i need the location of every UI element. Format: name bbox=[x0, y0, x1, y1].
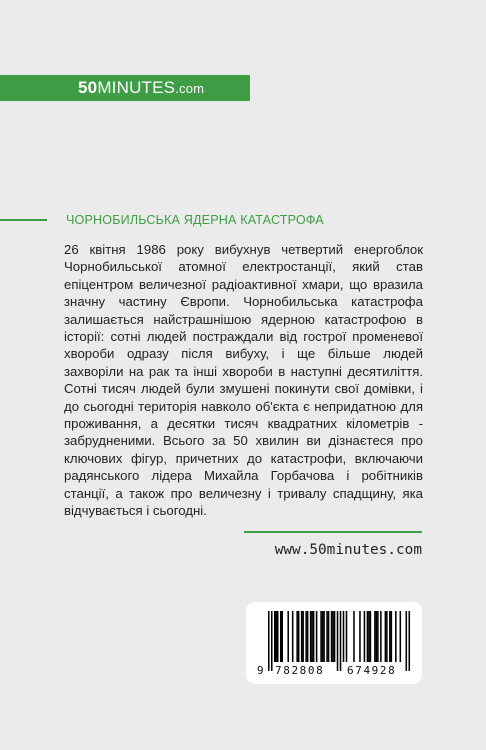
book-title: ЧОРНОБИЛЬСЬКА ЯДЕРНА КАТАСТРОФА bbox=[66, 213, 324, 227]
barcode-bar bbox=[385, 611, 387, 662]
barcode-bar bbox=[334, 611, 336, 662]
barcode-bar bbox=[302, 611, 304, 662]
barcode-guard-bar bbox=[409, 611, 411, 671]
site-url: www.50minutes.com bbox=[274, 542, 422, 558]
brand-word: MINUTES bbox=[97, 78, 176, 97]
barcode-bar bbox=[364, 611, 366, 662]
barcode-bar bbox=[298, 611, 300, 662]
title-accent-rule bbox=[0, 219, 47, 221]
barcode-bar bbox=[305, 611, 307, 662]
barcode-bar bbox=[374, 611, 376, 662]
barcode-panel bbox=[246, 602, 422, 684]
barcode-bar bbox=[376, 611, 378, 662]
barcode-bar bbox=[277, 611, 279, 662]
barcode-bar bbox=[380, 611, 382, 662]
barcode-bar bbox=[326, 611, 328, 662]
barcode-bar bbox=[307, 611, 309, 662]
barcode-bar bbox=[274, 611, 276, 662]
book-blurb: 26 квітня 1986 року вибухнув четвертий енергоблок Чорнобильської атомної електростанції, який став епіцентром величезної радіоактивної хмари, що вразила значну частину Європи. Чорнобильська катастрофа залишається найстрашнішою ядерною катастрофою в історії: сотні людей постраждали від гострої променевої хвороби одразу після вибуху, і ще більше людей захворіли на рак та інші хвороби в наступні десятиліття. Сотні тисяч людей були змушені покинути свої домівки, і до сьогодні територія навколо об'єкта є непридатною для проживання, а десятки тисяч квадратних кілометрів - забрудненими. Всього за 50 хвилин ви дізнаєтеся про ключових фігур, причетних до катастрофи, включаючи радянського лідера Михайла Горбачова і робітників станції, а також про величезну і тривалу спадщину, яка відчувається і сьогодні. bbox=[64, 242, 423, 519]
barcode-bar bbox=[320, 611, 322, 662]
barcode-lead-digit: 9 bbox=[257, 664, 264, 677]
barcode-bar bbox=[386, 611, 388, 662]
barcode-guard-bar bbox=[271, 611, 273, 671]
barcode-bar bbox=[287, 611, 289, 662]
barcode-right-group: 674928 bbox=[347, 664, 397, 677]
barcode-bar bbox=[368, 611, 370, 662]
barcode-bar bbox=[311, 611, 313, 662]
barcode-bar bbox=[328, 611, 330, 662]
barcode-guard-bar bbox=[268, 611, 270, 671]
barcode-left-group: 782808 bbox=[275, 664, 325, 677]
barcode-bar bbox=[281, 611, 283, 662]
brand-number: 50 bbox=[78, 78, 98, 97]
barcode-bar bbox=[316, 611, 318, 662]
barcode-bar bbox=[389, 611, 391, 662]
barcode-guard-bar bbox=[340, 611, 342, 671]
barcode-bar bbox=[353, 611, 355, 662]
barcode-bar bbox=[323, 611, 325, 662]
barcode-bar bbox=[313, 611, 315, 662]
barcode-bar bbox=[296, 611, 298, 662]
barcode-bar bbox=[332, 611, 334, 662]
barcode-bar bbox=[322, 611, 324, 662]
barcode-bar bbox=[359, 611, 361, 662]
barcode-bar bbox=[391, 611, 393, 662]
barcode-bar bbox=[292, 611, 294, 662]
barcode-bar bbox=[331, 611, 333, 662]
barcode-guard-bar bbox=[406, 611, 408, 671]
barcode-bar bbox=[275, 611, 277, 662]
barcode-bar bbox=[280, 611, 282, 662]
barcode-bar bbox=[310, 611, 312, 662]
barcode-digits bbox=[257, 664, 417, 678]
brand-logo bbox=[78, 77, 204, 100]
url-accent-rule bbox=[244, 531, 422, 533]
barcode-guard-bar bbox=[337, 611, 339, 671]
brand-domain: .com bbox=[175, 81, 205, 96]
barcode-bar bbox=[370, 611, 372, 662]
barcode-bar bbox=[395, 611, 397, 662]
barcode-bar bbox=[346, 611, 348, 662]
barcode-bar bbox=[367, 611, 369, 662]
barcode-bar bbox=[301, 611, 303, 662]
barcode-bar bbox=[400, 611, 402, 662]
barcode-bar bbox=[377, 611, 379, 662]
barcode-bar bbox=[343, 611, 345, 662]
